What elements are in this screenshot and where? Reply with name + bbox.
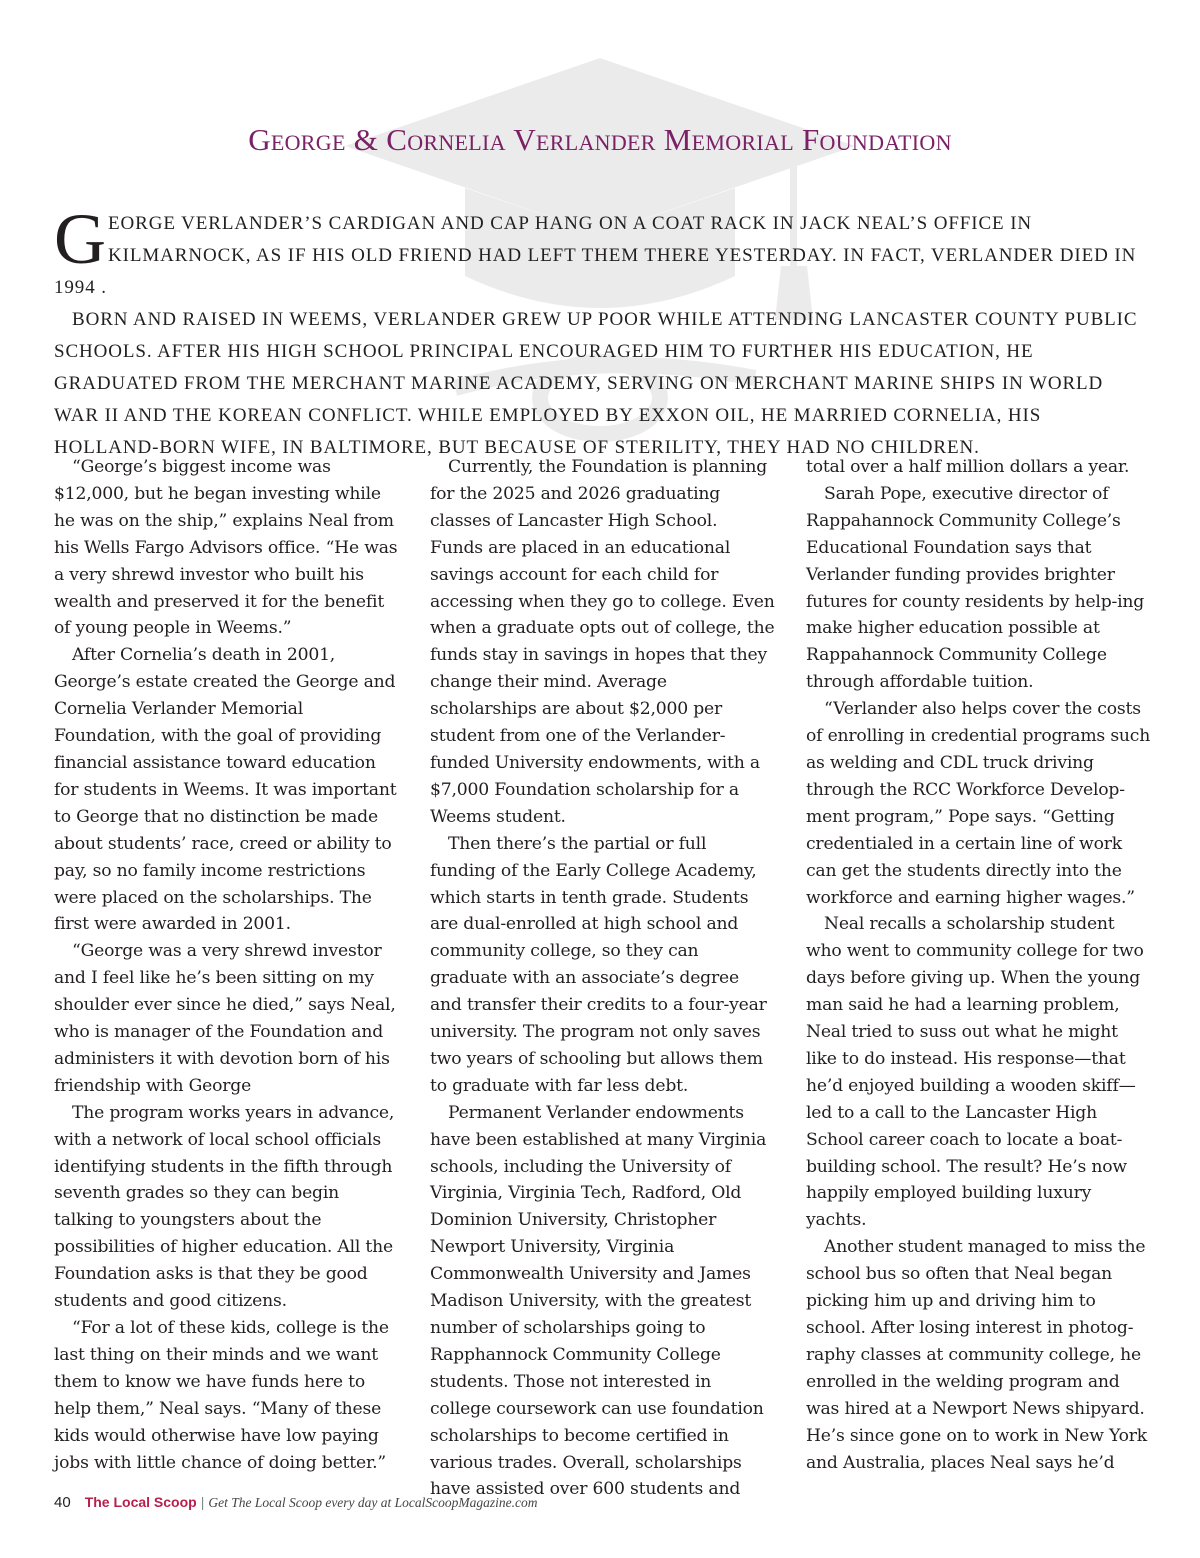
- body-paragraph: Currently, the Foundation is planning for the 2025 and 2026 graduating classes of Lancaster High School. Funds are placed in an educational savings account for each child for accessing when they go to college. Even when a graduate opts out of college, the funds stay in savings in hopes that they change their mind. Average scholarships are about $2,000 per student from one of the Verlander-funded University endowments, with a $7,000 Foundation scholarship for a Weems student.: [430, 457, 775, 827]
- body-paragraph: Permanent Verlander endowments have been established at many Virginia schools, including the University of Virginia, Virginia Tech, Radford, Old Dominion University, Christopher Newport University, Virginia Commonwealth University and James Madison University, with the greatest number of scholarships going to Rapphannock Community College students. Those not interested in college coursework can use foundation scholarships to become certified in various trades. Overall, scholarships have assisted over 600 students and: [430, 1102, 767, 1500]
- article-intro: [54, 199, 1146, 464]
- body-paragraph: “George’s biggest income was $12,000, but he began investing while he was on the ship,” explains Neal from his Wells Fargo Advisors office. “He was a very shrewd investor who built his wealth and preserved it for the benefit of young people in Weems.”: [54, 457, 398, 639]
- article-title: George & Cornelia Verlander Memorial Foundation: [248, 122, 952, 157]
- body-column-1: [54, 454, 399, 1476]
- body-paragraph: The program works years in advance, with a network of local school officials identifying students in the fifth through seventh grades so they can begin talking to youngsters about the possibilities of higher education. All the Foundation asks is that they be good students and good citizens.: [54, 1102, 395, 1312]
- footer-separator: |: [200, 1494, 205, 1510]
- intro-paragraph-2: BORN AND RAISED IN WEEMS, VERLANDER GREW UP POOR WHILE ATTENDING LANCASTER COUNTY PUBLIC SCHOOLS. AFTER HIS HIGH SCHOOL PRINCIPAL ENCOURAGED HIM TO FURTHER HIS EDUCATION, HE GRADUATED FROM THE MERCHANT MARINE ACADEMY, SERVING ON MERCHANT MARINE SHIPS IN WORLD WAR II AND THE KOREAN CONFLICT. WHILE EMPLOYED BY EXXON OIL, HE MARRIED CORNELIA, HIS HOLLAND-BORN WIFE, IN BALTIMORE, BUT BECAUSE OF STERILITY, THEY HAD NO CHILDREN.: [54, 309, 1138, 458]
- body-column-3: [806, 454, 1151, 1476]
- body-paragraph: Another student managed to miss the school bus so often that Neal began picking him up and driving him to school. After losing interest in photog-raphy classes at community college, he enrolled in the welding program and was hired at a Newport News shipyard. He’s since gone on to work in New York and Australia, places Neal says he’d: [806, 1237, 1148, 1473]
- drop-cap: G: [54, 199, 106, 279]
- page-footer: [54, 1494, 538, 1518]
- body-paragraph: After Cornelia’s death in 2001, George’s estate created the George and Cornelia Verlander Memorial Foundation, with the goal of providing financial assistance toward education for students in Weems. It was important to George that no distinction be made about students’ race, creed or ability to pay, so no family income restrictions were placed on the scholarships. The first were awarded in 2001.: [54, 645, 397, 935]
- footer-tagline: Get The Local Scoop every day at LocalScoopMagazine.com: [208, 1495, 538, 1510]
- magazine-name: The Local Scoop: [84, 1494, 197, 1510]
- body-paragraph: Sarah Pope, executive director of Rappahannock Community College’s Educational Foundation says that Verlander funding provides brighter futures for county residents by help-ing make higher education possible at Rappahannock Community College through affordable tuition.: [806, 483, 1145, 693]
- body-paragraph: Neal recalls a scholarship student who went to community college for two days before giving up. When the young man said he had a learning problem, Neal tried to suss out what he might like to do instead. His response—that he’d enjoyed building a wooden skiff—led to a call to the Lancaster High School career coach to locate a boat-building school. The result? He’s now happily employed building luxury yachts.: [806, 914, 1144, 1231]
- body-paragraph: “Verlander also helps cover the costs of enrolling in credential programs such as welding and CDL truck driving through the RCC Workforce Develop-ment program,” Pope says. “Getting credentialed in a certain line of work can get the students directly into the workforce and earning higher wages.”: [806, 699, 1151, 908]
- body-paragraph: “For a lot of these kids, college is the last thing on their minds and we want them to know we have funds here to help them,” Neal says. “Many of these kids would otherwise have low paying jobs with little chance of doing better.”: [54, 1318, 389, 1473]
- intro-paragraph-1: [54, 199, 1146, 304]
- page-number: 40: [54, 1494, 71, 1511]
- body-paragraph-continued: total over a half million dollars a year.: [806, 457, 1130, 477]
- intro-paragraph-1-text: EORGE VERLANDER’S CARDIGAN AND CAP HANG ON A COAT RACK IN JACK NEAL’S OFFICE IN KILMARNOCK, AS IF HIS OLD FRIEND HAD LEFT THEM THERE YESTERDAY. IN FACT, VERLANDER DIED IN 1994 .: [54, 213, 1137, 298]
- body-column-2: [430, 454, 775, 1503]
- body-paragraph: Then there’s the partial or full funding of the Early College Academy, which starts in tenth grade. Students are dual-enrolled at high school and community college, so they can graduate with an associate’s degree and transfer their credits to a four-year university. The program not only saves two years of schooling but allows them to graduate with far less debt.: [430, 833, 767, 1096]
- body-paragraph: “George was a very shrewd investor and I feel like he’s been sitting on my shoulder ever since he died,” says Neal, who is manager of the Foundation and administers it with devotion born of his friendship with George: [54, 941, 396, 1096]
